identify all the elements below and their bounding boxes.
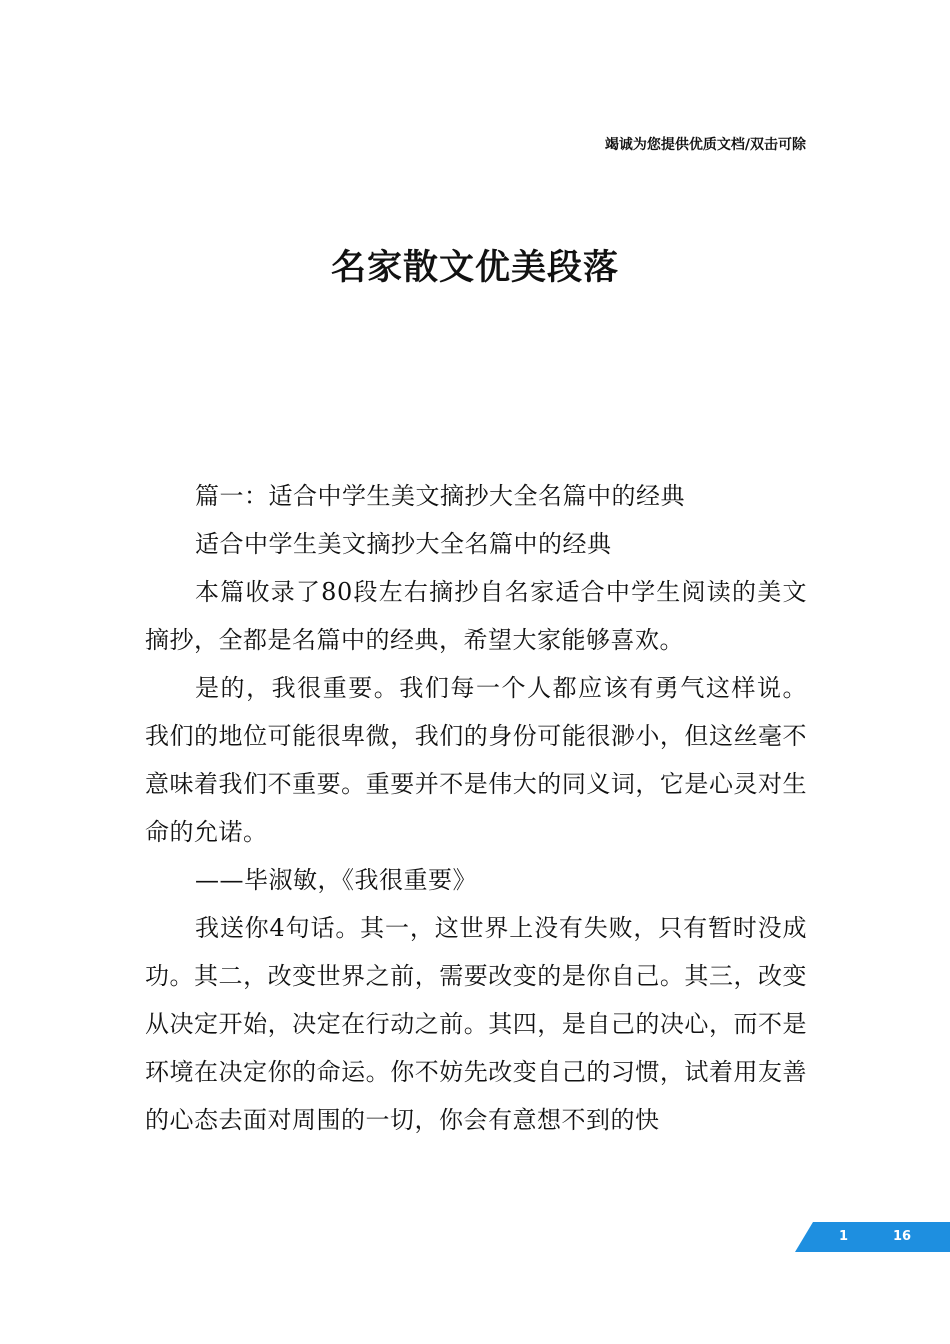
page-bar-shape <box>795 1222 950 1252</box>
paragraph-quote: 是的，我很重要。我们每一个人都应该有勇气这样说。我们的地位可能很卑微，我们的身份可能很渺小，但这丝毫不意味着我们不重要。重要并不是伟大的同义词，它是心灵对生命的允诺。 <box>145 674 807 846</box>
page-number-bar <box>795 1222 950 1252</box>
document-title: 名家散文优美段落 <box>330 248 619 288</box>
page-total-number: 16 <box>893 1229 912 1244</box>
paragraph-intro: 本篇收录了80段左右摘抄自名家适合中学生阅读的美文摘抄，全都是名篇中的经典，希望大家能够喜欢。 <box>145 578 807 654</box>
paragraph-subheading: 适合中学生美文摘抄大全名篇中的经典 <box>195 530 612 558</box>
page-current-number: 1 <box>839 1229 849 1244</box>
document-body <box>145 472 807 1144</box>
paragraph-four-sentences: 我送你4句话。其一，这世界上没有失败，只有暂时没成功。其二，改变世界之前，需要改变的是你自己。其三，改变从决定开始，决定在行动之前。其四，是自己的决心，而不是环境在决定你的命运。你不妨先改变自己的习惯，试着用友善的心态去面对周围的一切，你会有意想不到的快 <box>145 914 807 1134</box>
header-note: 竭诚为您提供优质文档/双击可除 <box>604 137 806 153</box>
paragraph-section-heading: 篇一：适合中学生美文摘抄大全名篇中的经典 <box>195 482 685 510</box>
paragraph-attribution: ——毕淑敏，《我很重要》 <box>195 866 477 894</box>
